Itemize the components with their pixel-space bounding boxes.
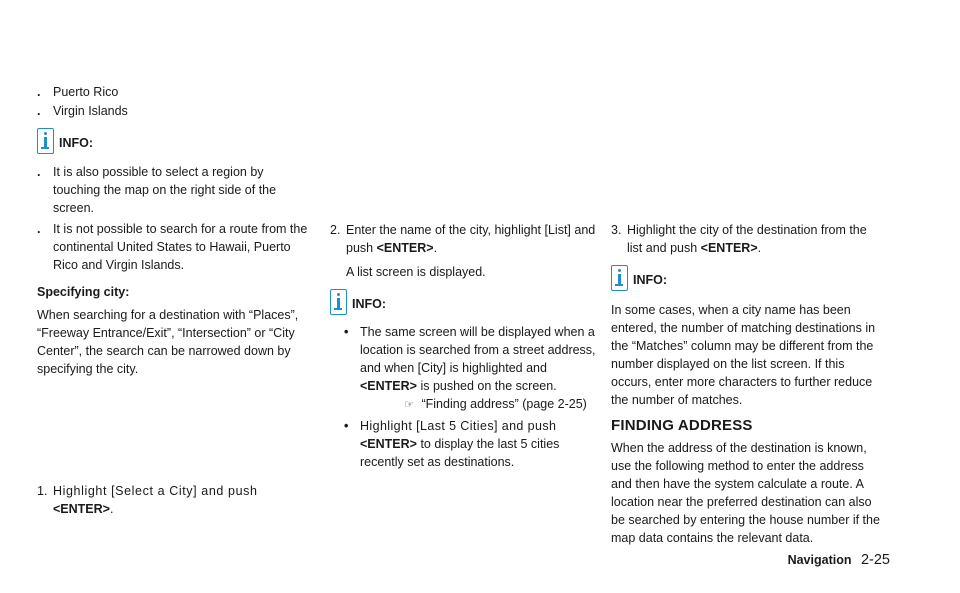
column-right (611, 221, 883, 547)
enter-key-label: <ENTER> (360, 437, 417, 451)
step-text: Highlight [Select a City] and push (53, 484, 258, 498)
list-item: • Highlight [Last 5 Cities] and push <ENTER> to display the last 5 cities recently set as destinations. (344, 419, 560, 469)
info-item-text: It is also possible to select a region by touching the map on the right side of the screen. (53, 165, 277, 215)
info-paragraph: In some cases, when a city name has been entered, the number of matching destinations in the “Matches” column may be different from the number displayed on the list screen. If this occurs, enter more characters to further reduce the number of matches. (611, 303, 876, 407)
info-label: INFO: (633, 273, 668, 287)
step-text: Enter the name of the city, highlight [List] and push (346, 223, 596, 255)
enter-key-label: <ENTER> (700, 241, 758, 255)
info-item-text: It is not possible to search for a route from the continental United States to Hawaii, Puerto Rico and Virgin Islands. (53, 222, 308, 272)
info-icon (611, 265, 628, 291)
info-item-text: Highlight [Last 5 Cities] and push (360, 419, 557, 433)
list-item: . It is also possible to select a region by touching the map on the right side of the screen. (37, 165, 277, 215)
reference-text: “Finding address” (page 2-25) (421, 397, 587, 411)
page-footer (770, 551, 890, 569)
paragraph-specifying-city: When searching for a destination with “Places”, “Freeway Entrance/Exit”, “Intersection” or “City Center”, the search can be narrowed down by specifying the city. (37, 308, 299, 376)
page-reference[interactable] (360, 395, 598, 414)
info-icon (330, 289, 347, 315)
step-number: 3. (611, 223, 622, 237)
list-item: . Puerto Rico (37, 85, 119, 99)
step-1: 1. Highlight [Select a City] and push <ENTER>. (37, 484, 258, 516)
list-item: . It is not possible to search for a route from the continental United States to Hawaii, Puerto Rico and Virgin Islands. (37, 222, 308, 272)
enter-key-label: <ENTER> (376, 241, 434, 255)
section-heading-finding-address: FINDING ADDRESS (611, 417, 753, 434)
info-header (330, 289, 598, 319)
paragraph-finding-address: When the address of the destination is known, use the following method to enter the address and then have the system calculate a route. A location near the preferred destination can also be searched by entering the house number if the map data contains the relevant data. (611, 441, 880, 545)
page-number: 2-25 (860, 552, 890, 568)
info-label: INFO: (352, 297, 387, 311)
step-text: Highlight the city of the destination from the list and push (627, 223, 867, 255)
column-middle (330, 221, 598, 471)
enter-key-label: <ENTER> (53, 502, 110, 516)
enter-key-label: <ENTER> (360, 379, 417, 393)
step-number: 2. (330, 223, 341, 237)
region-virgin-islands: Virgin Islands (53, 104, 128, 118)
footer-section-label: Navigation (787, 553, 852, 567)
subheading-specifying-city: Specifying city: (37, 285, 130, 299)
info-item-text: The same screen will be displayed when a location is searched from a street address, and when [City] is highlighted and (360, 325, 596, 375)
info-header (611, 265, 883, 295)
list-item: • The same screen will be displayed when a location is searched from a street address, and when [City] is highlighted and <ENTER> is pushed on the screen. ☞ “Finding address” (page 2-25) (344, 323, 598, 414)
reference-arrow-icon: ☞ (404, 399, 414, 411)
step-result: A list screen is displayed. (346, 265, 486, 279)
step-number: 1. (37, 484, 48, 498)
list-item: . Virgin Islands (37, 104, 128, 118)
info-header (37, 128, 309, 158)
step-2: 2. Enter the name of the city, highlight [List] and push <ENTER>. (330, 223, 596, 255)
info-label: INFO: (59, 136, 94, 150)
info-icon (37, 128, 54, 154)
column-left (37, 83, 309, 378)
step-3: 3. Highlight the city of the destination from the list and push <ENTER>. (611, 223, 867, 255)
region-puerto-rico: Puerto Rico (53, 85, 119, 99)
